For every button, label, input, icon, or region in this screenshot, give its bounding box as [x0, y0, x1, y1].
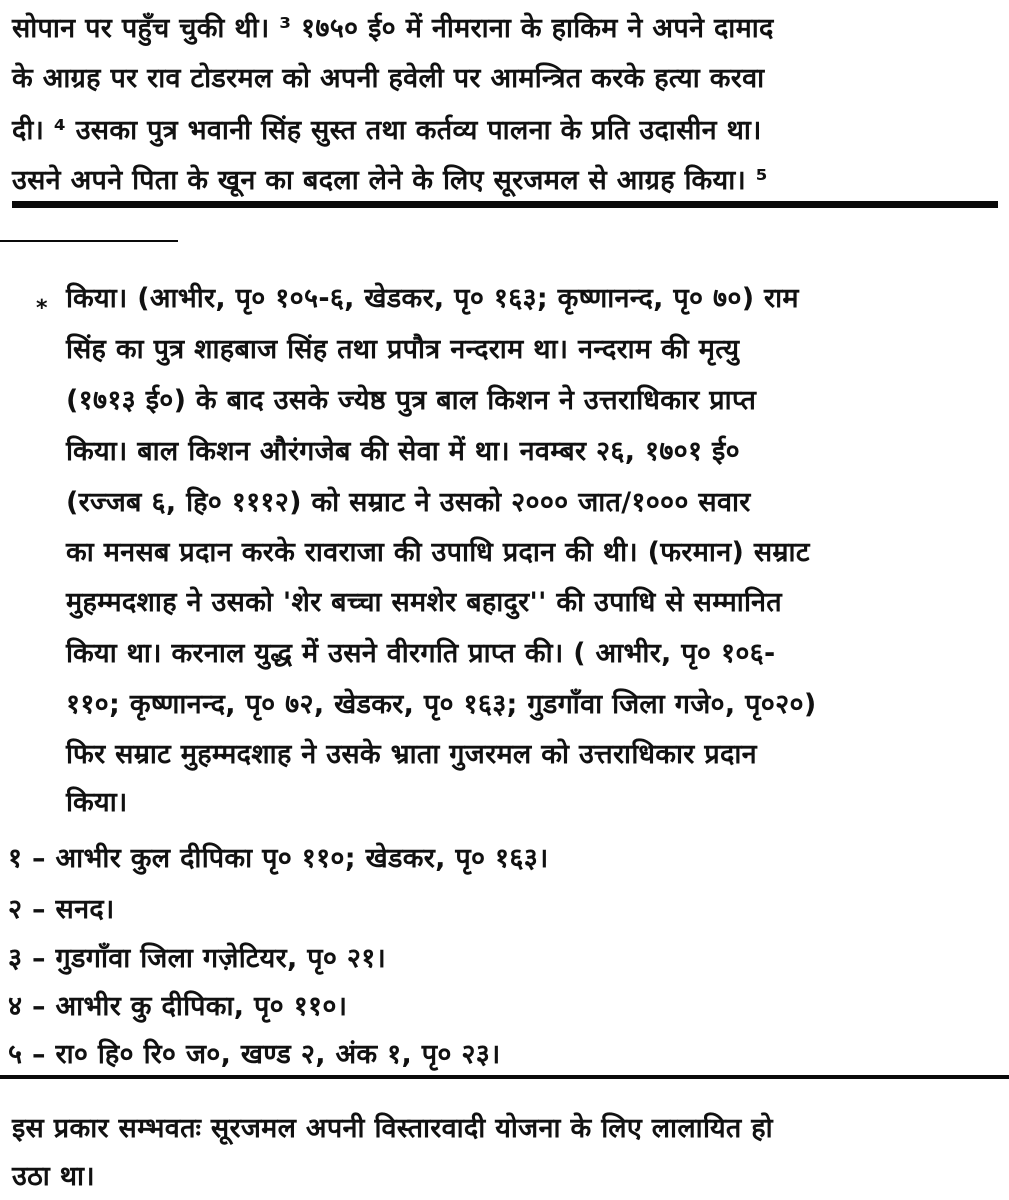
footnote-line-4: किया। बाल किशन औरंगजेब की सेवा में था। नवम्बर २६, १७०१ ई० — [66, 436, 740, 467]
top-paragraph-line-1: सोपान पर पहुँच चुकी थी। ³ १७५० ई० में नीमराना के हाकिम ने अपने दामाद — [12, 13, 774, 44]
top-paragraph-line-4: उसने अपने पिता के खून का बदला लेने के लिए सूरजमल से आग्रह किया। ⁵ — [12, 165, 768, 196]
footnote-line-10: फिर सम्राट मुहम्मदशाह ने उसके भ्राता गुजरमल को उत्तराधिकार प्रदान — [66, 739, 757, 770]
footnote-line-8: किया था। करनाल युद्ध में उसने वीरगति प्राप्त की। ( आभीर, पृ० १०६- — [66, 638, 776, 669]
bottom-paragraph-line-1: इस प्रकार सम्भवतः सूरजमल अपनी विस्तारवादी योजना के लिए लालायित हो — [12, 1113, 773, 1144]
top-paragraph-line-2: के आग्रह पर राव टोडरमल को अपनी हवेली पर आमन्त्रित करके हत्या करवा — [12, 63, 765, 94]
footnote-line-3: (१७१३ ई०) के बाद उसके ज्येष्ठ पुत्र बाल किशन ने उत्तराधिकार प्राप्त — [66, 385, 757, 416]
section-divider-top — [12, 201, 998, 208]
reference-item-3: ३ – गुडगाँवा जिला गज़ेटियर, पृ० २१। — [8, 943, 387, 974]
reference-item-1: १ – आभीर कुल दीपिका पृ० ११०; खेडकर, पृ० १६३। — [8, 843, 549, 874]
section-divider-bottom — [0, 1075, 1009, 1079]
footnote-line-5: (रज्जब ६, हि० १११२) को सम्राट ने उसको २००० जात/१००० सवार — [66, 487, 751, 518]
footnote-line-7: मुहम्मदशाह ने उसको 'शेर बच्चा समशेर बहादुर'' की उपाधि से सम्मानित — [66, 587, 782, 618]
reference-item-2: २ – सनद। — [8, 894, 115, 925]
footnote-line-11: किया। — [66, 787, 128, 818]
top-paragraph-line-3: दी। ⁴ उसका पुत्र भवानी सिंह सुस्त तथा कर्तव्य पालना के प्रति उदासीन था। — [12, 115, 762, 146]
footnote-line-1: किया। (आभीर, पृ० १०५-६, खेडकर, पृ० १६३; कृष्णानन्द, पृ० ७०) राम — [66, 283, 799, 314]
reference-item-4: ४ – आभीर कु दीपिका, पृ० ११०। — [8, 991, 348, 1022]
reference-item-5: ५ – रा० हि० रि० ज०, खण्ड २, अंक १, पृ० २३। — [8, 1039, 501, 1070]
bottom-paragraph-line-2: उठा था। — [12, 1161, 95, 1192]
footnote-line-2: सिंह का पुत्र शाहबाज सिंह तथा प्रपौत्र नन्दराम था। नन्दराम की मृत्यु — [66, 334, 740, 365]
footnote-separator — [0, 240, 178, 242]
footnote-bullet: * — [36, 296, 48, 321]
footnote-line-9: ११०; कृष्णानन्द, पृ० ७२, खेडकर, पृ० १६३; गुडगाँवा जिला गजे०, पृ०२०) — [66, 689, 817, 720]
footnote-line-6: का मनसब प्रदान करके रावराजा की उपाधि प्रदान की थी। (फरमान) सम्राट — [66, 537, 810, 568]
